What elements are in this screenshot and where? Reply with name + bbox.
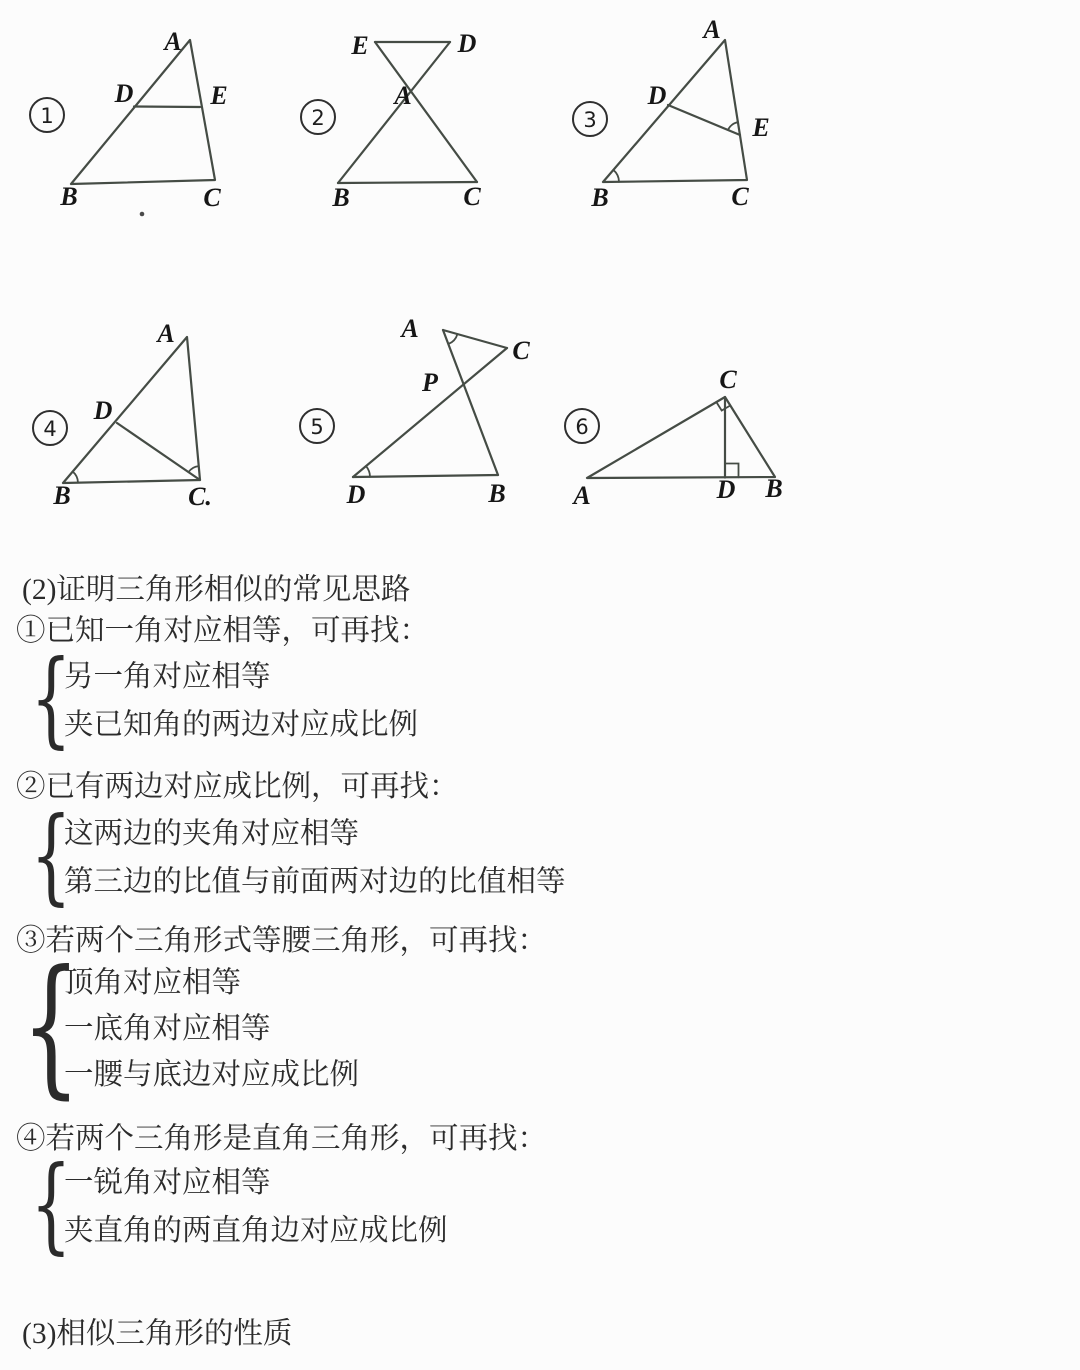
brace-group-4 — [30, 1143, 448, 1265]
segment-db — [338, 42, 450, 183]
figure-4 — [33, 319, 212, 511]
segment-de — [668, 105, 740, 135]
criterion-1-title: ①已知一角对应相等，可再找： — [16, 615, 430, 647]
brace-line: 一腰与底边对应成比例 — [64, 1059, 360, 1091]
figure-2-number: 2 — [311, 106, 325, 130]
figure-3 — [573, 15, 770, 212]
triangle-outline — [587, 397, 775, 478]
triangle-outline — [63, 337, 200, 483]
brace-line: 一锐角对应相等 — [64, 1167, 271, 1199]
angle-mark-e — [728, 122, 738, 130]
vertex-label-b: B — [488, 479, 506, 508]
angle-mark-c — [189, 466, 199, 472]
vertex-label-a: A — [401, 314, 419, 343]
figure-2 — [301, 29, 481, 212]
vertex-label-c: C — [512, 336, 530, 365]
vertex-label-c: C — [463, 182, 481, 211]
segment-db — [353, 475, 498, 477]
brace-line: 这两边的夹角对应相等 — [64, 818, 360, 850]
triangle-outline — [71, 40, 215, 184]
figure-5 — [300, 314, 530, 509]
ink-speck — [140, 212, 145, 217]
vertex-label-e: E — [351, 31, 369, 60]
vertex-label-b: B — [765, 474, 783, 503]
vertex-label-c: C — [203, 183, 221, 212]
figure-1-number: 1 — [40, 104, 54, 128]
left-brace: { — [21, 939, 81, 1113]
segment-ab — [443, 330, 498, 475]
section-heading-2: (2)证明三角形相似的常见思路 — [22, 574, 411, 606]
vertex-label-a: A — [394, 81, 412, 110]
vertex-label-c: C — [719, 365, 737, 394]
segment-dc — [117, 423, 200, 480]
triangle-figures-panel — [0, 0, 1080, 545]
figure-5-number: 5 — [310, 415, 324, 439]
vertex-label-a: A — [573, 481, 591, 510]
brace-line: 另一角对应相等 — [64, 661, 271, 693]
left-brace: { — [30, 1143, 72, 1265]
section-heading-3: (3)相似三角形的性质 — [22, 1318, 293, 1350]
angle-mark-a — [448, 334, 457, 344]
brace-group-1 — [30, 637, 419, 759]
vertex-label-e: E — [752, 113, 770, 142]
vertex-label-d: D — [647, 81, 667, 110]
segment-bc — [338, 182, 477, 183]
figure-3-number: 3 — [583, 108, 597, 132]
vertex-label-d: D — [93, 396, 113, 425]
vertex-label-c: C. — [188, 482, 212, 511]
left-brace: { — [30, 794, 72, 916]
vertex-label-d: D — [457, 29, 477, 58]
brace-line: 夹直角的两直角边对应成比例 — [64, 1215, 448, 1247]
segment-ec — [375, 42, 477, 182]
criterion-4-title: ④若两个三角形是直角三角形，可再找： — [16, 1123, 548, 1155]
vertex-label-d: D — [716, 475, 736, 504]
brace-group-2 — [30, 794, 566, 916]
vertex-label-b: B — [332, 183, 350, 212]
vertex-label-c: C — [731, 182, 749, 211]
vertex-label-b: B — [60, 182, 78, 211]
vertex-label-a: A — [164, 27, 182, 56]
criterion-2-title: ②已有两边对应成比例，可再找： — [16, 771, 459, 803]
figure-4-number: 4 — [43, 417, 57, 441]
brace-line: 一底角对应相等 — [64, 1013, 271, 1045]
vertex-label-d: D — [346, 480, 366, 509]
brace-line: 夹已知角的两边对应成比例 — [64, 709, 419, 741]
vertex-label-b: B — [53, 481, 71, 510]
triangle-outline — [603, 40, 747, 182]
criterion-3-title: ③若两个三角形式等腰三角形，可再找： — [16, 925, 548, 957]
brace-line: 第三边的比值与前面两对边的比值相等 — [64, 866, 566, 898]
segment-ac — [443, 330, 507, 348]
angle-mark-b — [73, 472, 78, 483]
vertex-label-e: E — [210, 81, 228, 110]
vertex-label-d: D — [114, 79, 134, 108]
left-brace: { — [30, 637, 72, 759]
vertex-label-a: A — [703, 15, 721, 44]
brace-line: 顶角对应相等 — [64, 967, 242, 999]
vertex-label-b: B — [591, 183, 609, 212]
segment-de — [134, 107, 200, 108]
vertex-label-a: A — [157, 319, 175, 348]
angle-mark-b — [613, 170, 619, 182]
angle-mark-d — [366, 466, 370, 477]
figure-6 — [565, 365, 783, 510]
vertex-label-p: P — [422, 368, 438, 397]
figure-6-number: 6 — [575, 415, 589, 439]
brace-group-3 — [21, 939, 360, 1113]
figure-1 — [30, 27, 228, 216]
